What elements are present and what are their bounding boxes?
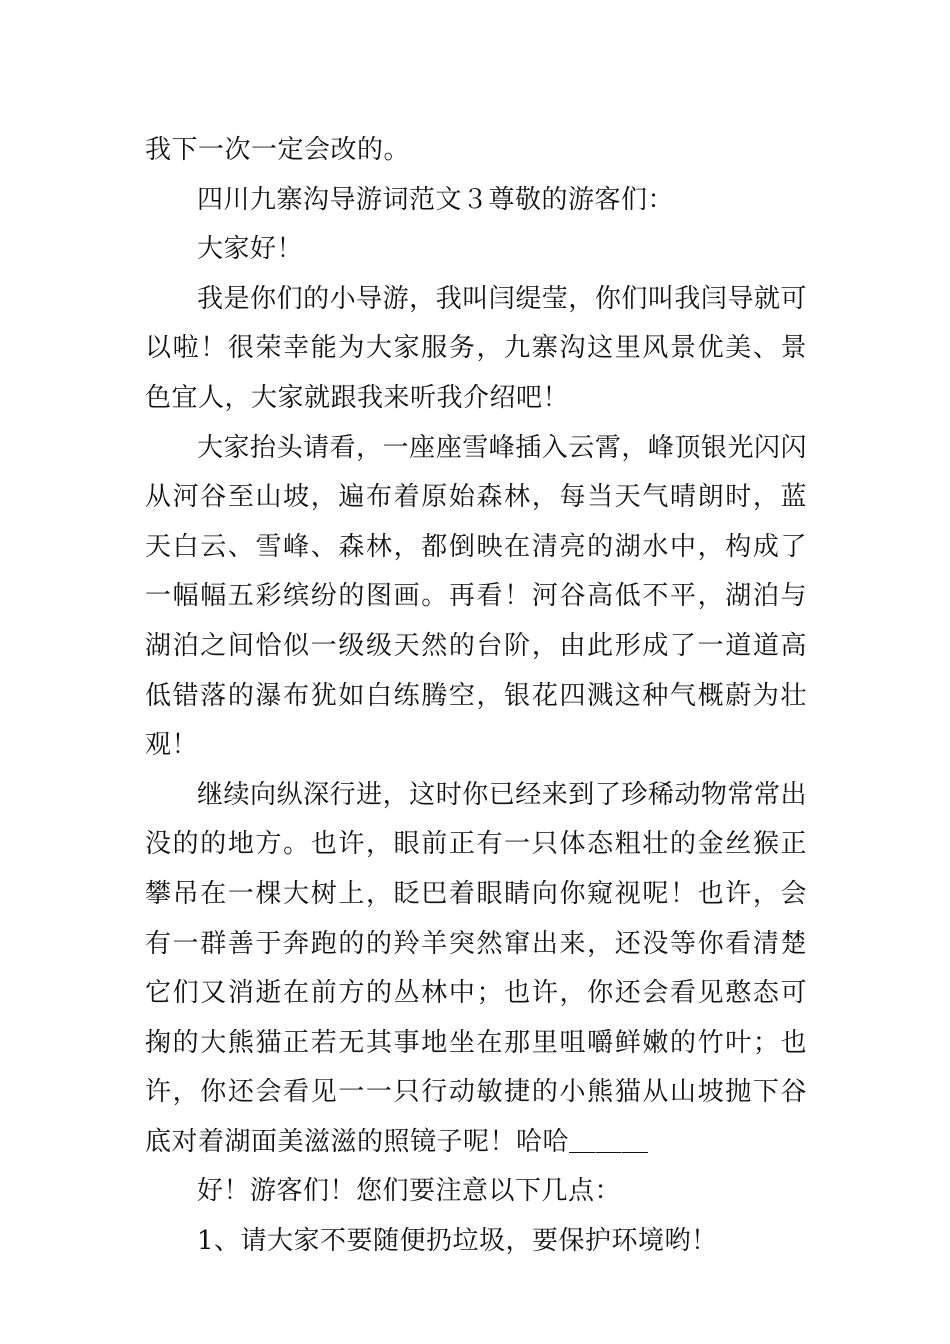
document-body <box>145 126 807 1267</box>
paragraph-animals: 继续向纵深行进，这时你已经来到了珍稀动物常常出没的的地方。也许，眼前正有一只体态粗壮的金丝猴正攀吊在一棵大树上，眨巴着眼睛向你窥视呢！也许，会有一群善于奔跑的的羚羊突然窜出来，还没等你看清楚它们又消逝在前方的丛林中；也许，你还会看见憨态可掬的大熊猫正若无其事地坐在那里咀嚼鲜嫩的竹叶；也许，你还会看见一一只行动敏捷的小熊猫从山坡抛下谷底对着湖面美滋滋的照镜子呢！哈哈＿＿＿ <box>145 779 807 1157</box>
paragraph-heading-greeting: 四川九寨沟导游词范文３尊敬的游客们： <box>197 184 675 215</box>
paragraph-closing-line: 我下一次一定会改的。 <box>145 135 411 165</box>
paragraph-notice: 好！游客们！您们要注意以下几点： <box>197 1176 622 1207</box>
paragraph-hello: 大家好！ <box>197 234 304 265</box>
paragraph-scenery: 大家抬头请看，一座座雪峰插入云霄，峰顶银光闪闪从河谷至山坡，遍布着原始森林，每当天气晴朗时，蓝天白云、雪峰、森林，都倒映在清亮的湖水中，构成了一幅幅五彩缤纷的图画。再看！河谷高低不平，湖泊与湖泊之间恰似一级级天然的台阶，由此形成了一道道高低错落的瀑布犹如白练腾空，银花四溅这种气概蔚为壮观！ <box>145 432 807 761</box>
paragraph-rule-1: 1、请大家不要随便扔垃圾，要保护环境哟！ <box>197 1226 718 1257</box>
paragraph-introduction: 我是你们的小导游，我叫闫缇莹，你们叫我闫导就可以啦！很荣幸能为大家服务，九寨沟这里风景优美、景色宜人，大家就跟我来听我介绍吧！ <box>145 283 807 413</box>
